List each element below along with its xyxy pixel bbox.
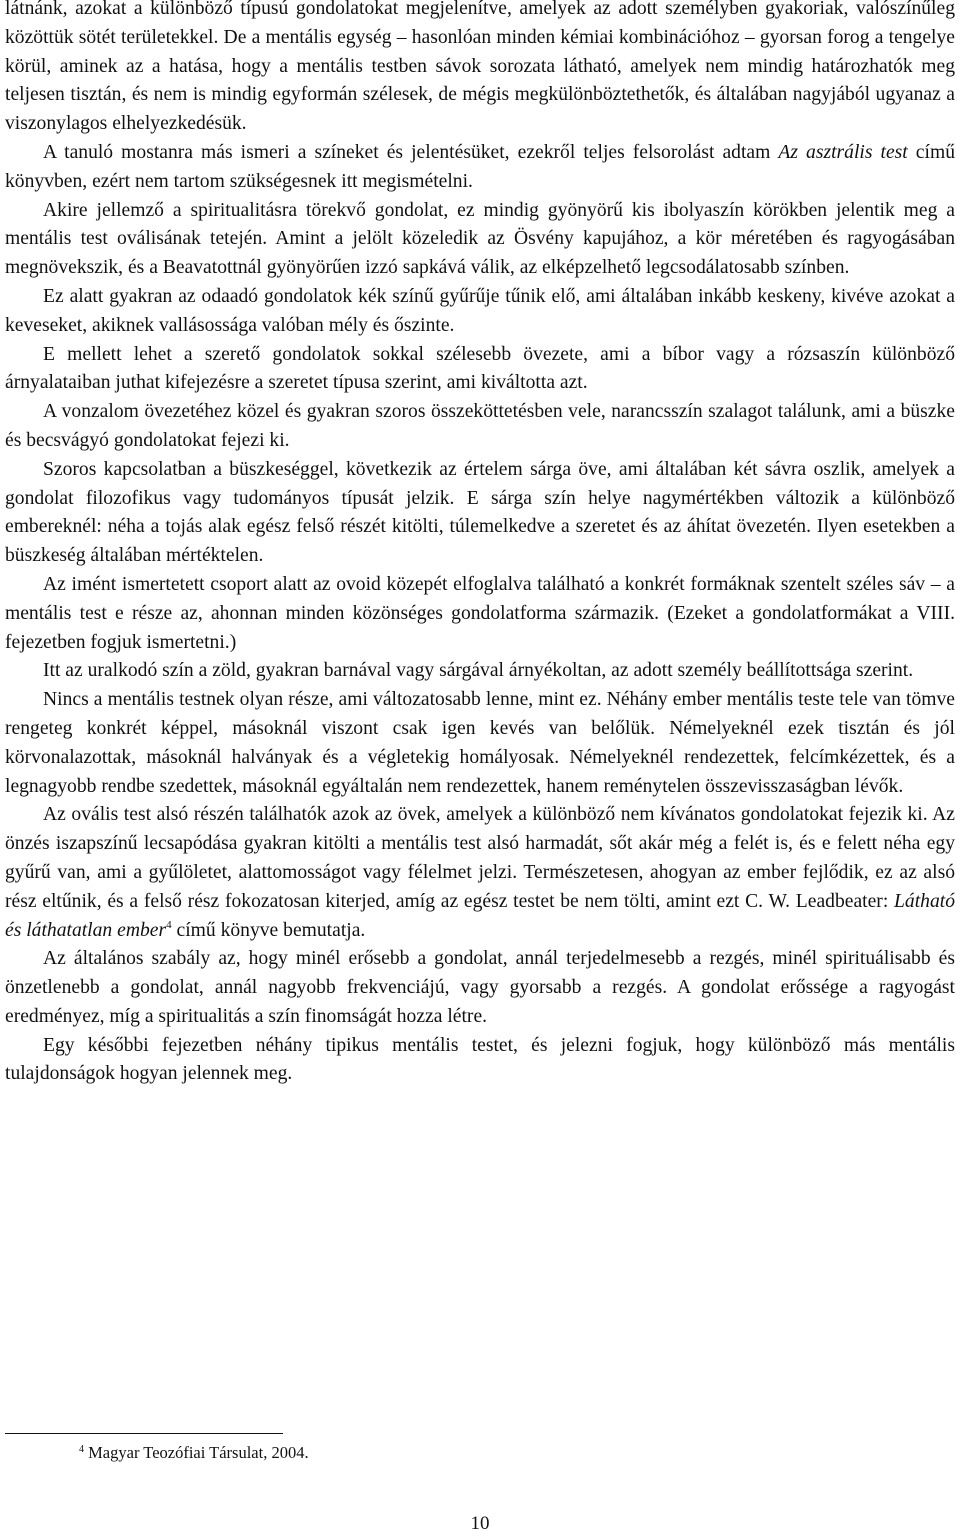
paragraph-text: Szoros kapcsolatban a büszkeséggel, következik az értelem sárga öve, ami általában két sávra oszlik, amelyek a gondolat filozofikus vagy tudományos típusát jelzik. E sárga szín helye nagymértékben változik a különböző embereknél: néha a tojás alak egész felső részét kitölti, túlemelkedve a szeretet és az áhítat övezetén. Ilyen esetekben a büszkeség általában mértéktelen. [5,458,955,567]
paragraph [5,1032,955,1090]
paragraph [5,139,955,197]
paragraph [5,801,955,945]
footnote [79,1442,309,1464]
footnote-separator [5,1433,283,1434]
page-number: 10 [470,1513,490,1534]
paragraph-text: Itt az uralkodó szín a zöld, gyakran barnával vagy sárgával árnyékoltan, az adott személy beállítottsága szerint. [43,660,914,682]
paragraph-text: Az általános szabály az, hogy minél erősebb a gondolat, annál terjedelmesebb a rezgés, minél spirituálisabb és önzetlenebb a gondolat, annál nagyobb frekvenciájú, vagy gyorsabb a rezgés. A gondolat erőssége a ragyogást eredményez, míg a spiritualitás a szín finomságát hozza létre. [5,948,955,1027]
paragraph [5,197,955,283]
paragraph [5,686,955,801]
footnote-marker: 4 [79,1444,84,1455]
paragraph [5,283,955,341]
paragraph-text: E mellett lehet a szerető gondolatok sokkal szélesebb övezete, ami a bíbor vagy a rózsaszín különböző árnyalataiban juthat kifejezésre a szeretet típusa szerint, ami kiváltotta azt. [5,343,955,394]
paragraph-text: Az ovális test alsó részén találhatók azok az övek, amelyek a különböző nem kívánatos gondolatokat fejezik ki. Az önzés iszapszínű lecsapódása gyakran kitölti a mentális test alsó harmadát, sőt akár még a felét is, és e felett néha egy gyűrű van, ami a gyűlöletet, alattomosságot vagy félelmet jelzi. Természetesen, ahogyan az ember fejlődik, ez az alsó rész eltűnik, és a felső rész fokozatosan kiterjed, amíg az egész testet be nem tölti, amint ezt C. W. Leadbeater: [5,804,955,912]
paragraph [5,571,955,657]
paragraph [5,456,955,571]
paragraph-text: Ez alatt gyakran az odaadó gondolatok kék színű gyűrűje tűnik elő, ami általában inkább keskeny, kivéve azokat a keveseket, akiknek vallásossága valóban mély és őszinte. [5,285,955,336]
paragraph [5,398,955,456]
paragraph [5,945,955,1031]
page-body [5,0,955,1089]
paragraph-text: A vonzalom övezetéhez közel és gyakran szoros összeköttetésben vele, narancsszín szalagot találunk, ami a büszke és becsvágyó gondolatokat fejezi ki. [5,401,955,451]
footnote-text: Magyar Teozófiai Társulat, 2004. [84,1443,309,1462]
book-title: Az asztrális test [778,141,908,163]
paragraph-text: Nincs a mentális testnek olyan része, ami változatosabb lenne, mint ez. Néhány ember mentális teste tele van tömve rengeteg konkrét képpel, másoknál viszont csak igen kevés van belőlük. Némelyeknél ezek tisztán és jól körvonalazottak, másoknál halványak és a végletekig homályosak. Némelyeknél rendezettek, felcímkézettek, és a legnagyobb rendbe szedettek, másoknál egyáltalán nem rendezettek, hanem reménytelen összevisszaságban lévők. [5,689,955,797]
paragraph [5,657,955,686]
paragraph-text: Akire jellemző a spiritualitásra törekvő gondolat, ez mindig gyönyörű kis ibolyaszín körökben jelentik meg a mentális test oválisának tetején. Amint a jelölt közeledik az Ösvény kapujához, a kör méretében és ragyogásában megnövekszik, és a Beavatottnál gyönyörűen izzó sapkává válik, az elképzelhető legcsodálatosabb színben. [5,199,955,279]
paragraph [5,0,955,139]
paragraph [5,341,955,399]
book-title: Látható és láthatatlan ember [5,890,955,941]
paragraph-text: A tanuló mostanra más ismeri a színeket és jelentésüket, ezekről teljes felsorolást adtam [43,141,779,163]
paragraph-text: Az imént ismertetett csoport alatt az ovoid közepét elfoglalva található a konkrét formáknak szentelt széles sáv – a mentális test e része az, ahonnan minden közönséges gondolatforma származik. (Ezeket a gondolatformákat a VIII. fejezetben fogjuk ismertetni.) [5,573,955,653]
footnote-reference: 4 [166,918,172,931]
paragraph-text: című könyve bemutatja. [171,919,366,941]
paragraph-text: látnánk, azokat a különböző típusú gondolatokat megjelenítve, amelyek az adott személyben gyakoriak, valószínűleg közöttük sötét területekkel. De a mentális egység – hasonlóan minden kémiai kombinációhoz – gyorsan forog a tengelye körül, aminek az a hatása, hogy a mentális testben sávok sorozata látható, amelyek nem mindig határozhatók meg teljesen tisztán, és nem is mindig egyformán szélesek, de mégis megkülönböztethetők, és általában nagyjából ugyanaz a viszonylagos elhelyezkedésük. [5,0,955,135]
paragraph-text: Egy későbbi fejezetben néhány tipikus mentális testet, és jelezni fogjuk, hogy különböző más mentális tulajdonságok hogyan jelennek meg. [5,1034,955,1085]
paragraph-text: című könyvben, ezért nem tartom szükségesnek itt megismételni. [5,141,955,192]
